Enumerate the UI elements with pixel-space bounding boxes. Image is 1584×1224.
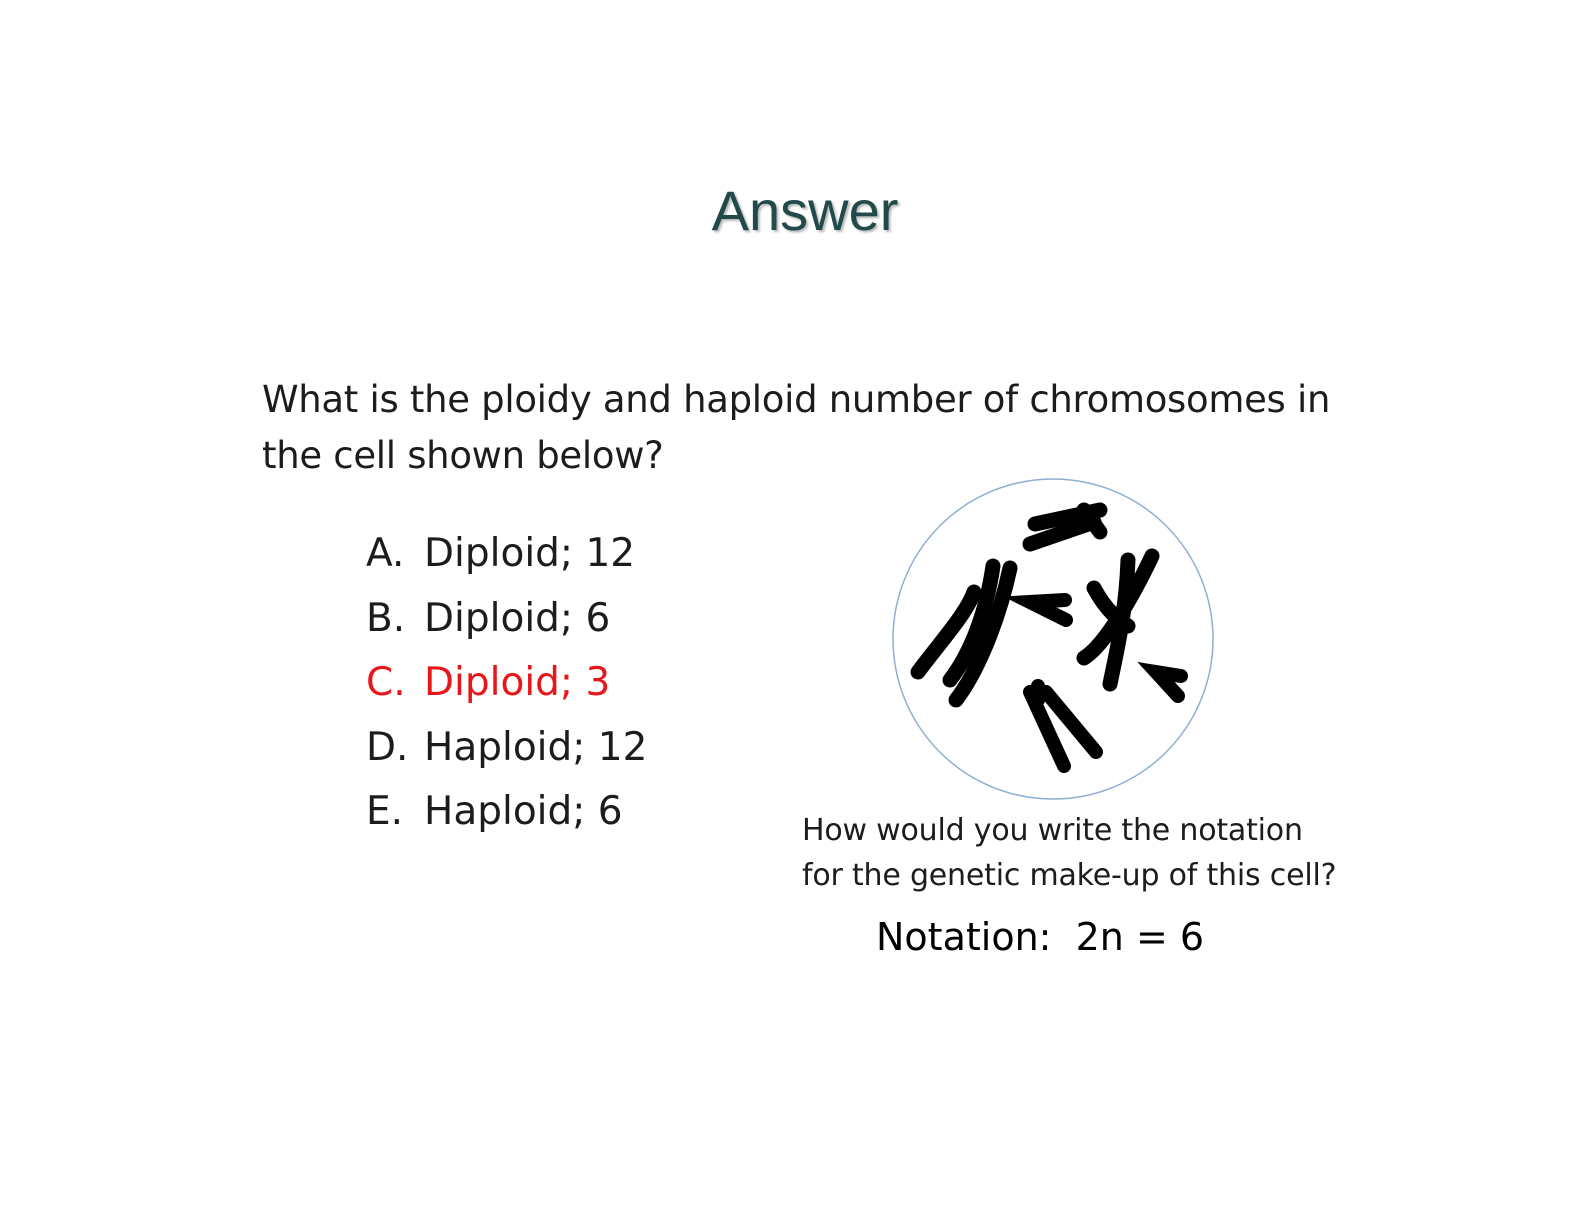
- option-text: Diploid; 12: [424, 531, 636, 576]
- follow-up-line-1: How would you write the notation: [802, 813, 1303, 848]
- option-text: Diploid; 3: [424, 660, 611, 705]
- option-b: [366, 589, 647, 654]
- page-title: Answer: [711, 179, 899, 242]
- cell-diagram: [888, 474, 1218, 804]
- option-d: [366, 718, 647, 783]
- option-letter: E.: [366, 789, 404, 834]
- option-a: [366, 524, 647, 589]
- option-letter: B.: [366, 595, 406, 641]
- option-text: Haploid; 6: [424, 789, 623, 834]
- notation-answer: Notation: 2n = 6: [876, 915, 1205, 959]
- option-e: [366, 782, 647, 847]
- option-letter: A.: [366, 531, 405, 576]
- option-letter: D.: [366, 724, 409, 770]
- option-text: Diploid; 6: [424, 595, 611, 641]
- option-letter: C.: [366, 660, 406, 705]
- follow-up-question: [802, 808, 1402, 898]
- cell-with-chromosomes-icon: [888, 474, 1218, 804]
- follow-up-line-2: for the genetic make-up of this cell?: [802, 858, 1337, 893]
- question-text: What is the ploidy and haploid number of chromosomes in the cell shown below?: [262, 378, 1331, 477]
- option-text: Haploid; 12: [424, 724, 648, 770]
- answer-options: [366, 524, 647, 847]
- option-c-correct: [366, 653, 647, 718]
